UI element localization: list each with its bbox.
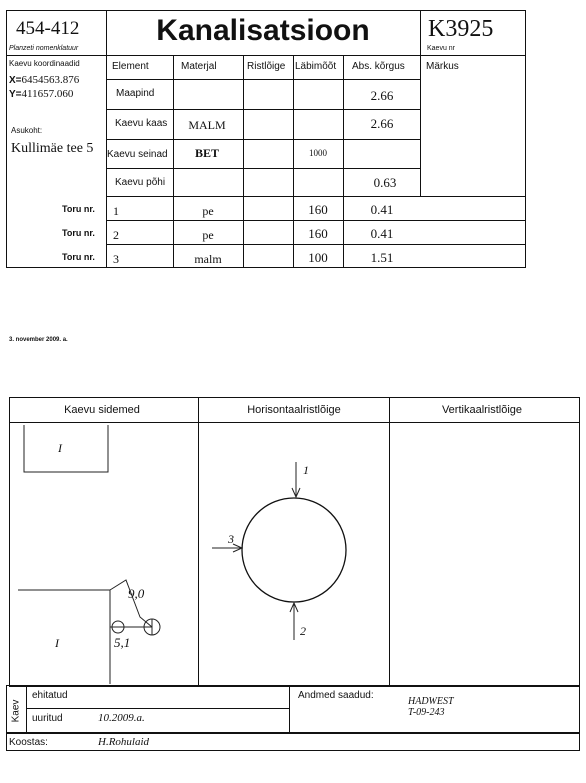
footer-surveyed-value: 10.2009.a.	[98, 712, 145, 724]
sketch-header-divider	[9, 422, 580, 423]
panel-connections-title: Kaevu sidemed	[64, 404, 140, 416]
location-label: Asukoht:	[11, 126, 43, 135]
row-line-2	[106, 109, 420, 110]
header-element: Element	[112, 61, 149, 72]
pipe-no-2: 2	[113, 228, 119, 242]
pipe-material-3: malm	[194, 252, 222, 266]
footer-surveyed-label: uuritud	[32, 713, 63, 724]
row-line-6	[106, 220, 526, 221]
row-height-lid: 2.66	[370, 116, 394, 131]
footer-kaev-label: Kaev	[10, 699, 22, 723]
pipe-label-1: Toru nr.	[62, 204, 95, 214]
sketch-pipe-2-label: 2	[300, 624, 306, 638]
footer-border	[6, 685, 580, 733]
footer-compiler-label: Koostas:	[9, 737, 48, 748]
row-material-walls: BET	[194, 146, 220, 160]
pipe-material-1: pe	[202, 204, 214, 218]
pipe-diameter-2: 160	[308, 226, 328, 241]
pipe-height-1: 0.41	[370, 202, 394, 217]
sketch-dim-a: 9,0	[128, 586, 145, 601]
header-cross-section: Ristlõige	[247, 61, 286, 72]
pipe-label-3: Toru nr.	[62, 252, 95, 262]
row-element-ground: Maapind	[116, 88, 155, 99]
footer-data-source-label: Andmed saadud:	[298, 690, 374, 701]
pipe-height-3: 1.51	[370, 250, 394, 265]
coord-y-value: 411657.060	[21, 88, 74, 100]
sketch-divider-1	[198, 397, 199, 687]
row-material-lid: MALM	[188, 118, 226, 132]
panel-horizontal-title: Horisontaalristlõige	[247, 404, 341, 416]
coord-x-label: X=	[9, 75, 22, 86]
location-value: Kullimäe tee 5	[11, 141, 94, 156]
footer-row-divider	[26, 708, 289, 709]
sketch-pipe-3-label: 3	[228, 532, 234, 546]
row-element-bottom: Kaevu põhi	[115, 177, 166, 188]
document-date: 3. november 2009. a.	[9, 337, 68, 343]
header-divider	[6, 55, 526, 56]
sketch-border	[9, 397, 580, 687]
col-divider-diameter	[293, 55, 294, 268]
sketch-pipe-1-label: 1	[303, 463, 309, 477]
pipe-height-2: 0.41	[370, 226, 394, 241]
coord-x	[9, 74, 79, 86]
sketch-divider-2	[389, 397, 390, 687]
sketch-mark-i-top: I	[58, 441, 62, 455]
row-line-3	[106, 139, 420, 140]
header-abs-height: Abs. kõrgus	[352, 61, 405, 72]
nomenclature-label: Planzeti nomenklatuur	[9, 45, 79, 52]
col-divider-height	[343, 55, 344, 268]
coords-label: Kaevu koordinaadid	[9, 59, 80, 68]
pipe-diameter-1: 160	[308, 202, 328, 217]
row-height-bottom: 0.63	[373, 175, 397, 190]
coord-y	[9, 88, 73, 100]
footer-built-label: ehitatud	[32, 690, 68, 701]
pipe-no-1: 1	[113, 204, 119, 218]
sketch-dim-b: 5,1	[114, 635, 131, 650]
row-diameter-walls: 1000	[309, 148, 327, 158]
row-line-1	[106, 79, 420, 80]
footer-compiler-value: H.Rohulaid	[98, 736, 150, 748]
row-height-ground: 2.66	[370, 88, 394, 103]
footer-data-source-line2: T-09-243	[408, 707, 445, 718]
well-number: K3925	[428, 16, 494, 42]
coord-x-value: 6454563.876	[21, 74, 80, 86]
nomenclature-value: 454-412	[16, 18, 80, 39]
footer-divider-mid	[289, 685, 290, 733]
row-element-lid: Kaevu kaas	[115, 118, 168, 129]
header-remarks: Märkus	[426, 61, 459, 72]
row-line-7	[106, 244, 526, 245]
footer-data-source-line1: HADWEST	[408, 696, 454, 707]
row-line-5	[106, 196, 526, 197]
header-material: Materjal	[181, 61, 217, 72]
coord-y-label: Y=	[9, 89, 22, 100]
pipe-label-2: Toru nr.	[62, 228, 95, 238]
panel-vertical-title: Vertikaalristlõige	[441, 404, 523, 416]
sketch-mark-i-bottom: I	[55, 636, 59, 650]
col-divider-cross	[243, 55, 244, 268]
row-line-4	[106, 168, 420, 169]
header-diameter: Läbimõõt	[295, 61, 337, 72]
row-element-walls: Kaevu seinad	[107, 149, 168, 160]
well-number-label: Kaevu nr	[427, 45, 456, 52]
col-divider-material	[173, 55, 174, 268]
pipe-diameter-3: 100	[308, 250, 328, 265]
footer-compiler-row	[6, 733, 580, 751]
footer-divider-kaev	[26, 685, 27, 733]
pipe-no-3: 3	[113, 252, 119, 266]
pipe-material-2: pe	[202, 228, 214, 242]
divider-v-remarks	[420, 10, 421, 196]
form-title: Kanalisatsioon	[156, 14, 370, 47]
